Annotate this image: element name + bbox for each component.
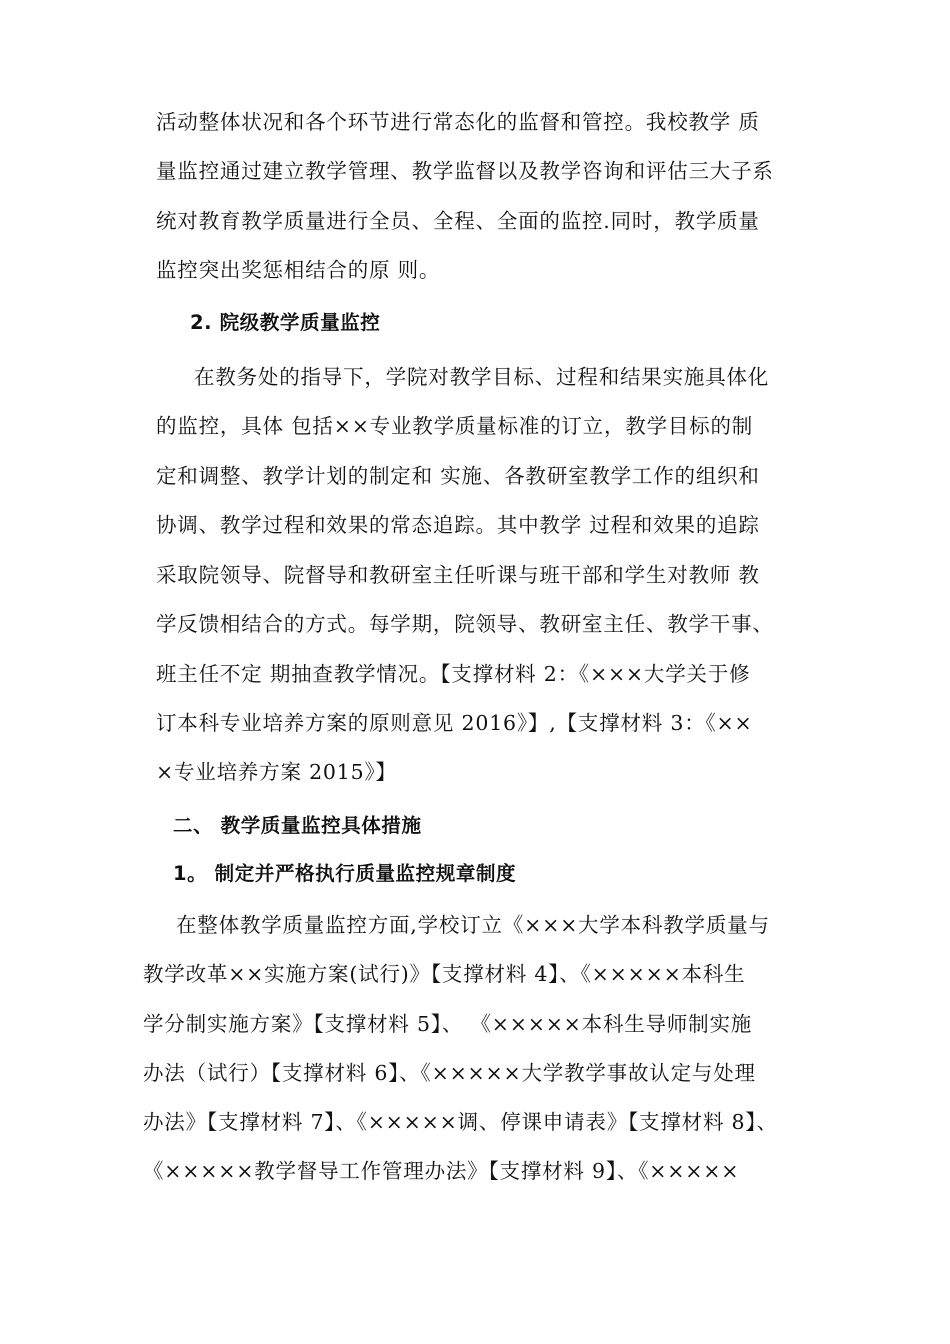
paragraph-line: 统对教育教学质量进行全员、全程、全面的监控.同时，教学质量	[156, 209, 760, 233]
paragraph-line: 的监控，具体 包括××专业教学质量标准的订立，教学目标的制	[156, 414, 754, 438]
paragraph-line: 教学改革××实施方案(试行)》【支撑材料 4】、《×××××本科生	[143, 962, 746, 986]
section-heading: 2. 院级教学质量监控	[190, 311, 381, 334]
paragraph-line: 在教务处的指导下，学院对教学目标、过程和结果实施具体化	[194, 365, 770, 389]
paragraph-line: 量监控通过建立教学管理、教学监督以及教学咨询和评估三大子系	[156, 159, 774, 183]
paragraph-line: 监控突出奖惩相结合的原 则。	[156, 258, 441, 282]
paragraph-line: 定和调整、教学计划的制定和 实施、各教研室教学工作的组织和	[156, 464, 760, 488]
paragraph-line: 订本科专业培养方案的原则意见 2016》】,【支撑材料 3：《××	[156, 711, 753, 735]
paragraph-line: 办法（试行）【支撑材料 6】、《×××××大学教学事故认定与处理	[143, 1061, 756, 1085]
paragraph-line: 办法》【支撑材料 7】、《×××××调、停课申请表》【支撑材料 8】、	[143, 1110, 778, 1134]
paragraph-line: 学反馈相结合的方式。每学期，院领导、教研室主任、教学干事、	[156, 612, 774, 636]
paragraph-line: 班主任不定 期抽查教学情况。【支撑材料 2：《×××大学关于修	[156, 662, 751, 686]
paragraph-line: 活动整体状况和各个环节进行常态化的监督和管控。我校教学 质	[156, 110, 760, 134]
paragraph-line: 采取院领导、院督导和教研室主任听课与班干部和学生对教师 教	[156, 563, 760, 587]
section-heading: 二、 教学质量监控具体措施	[173, 814, 422, 837]
paragraph-line: 《×××××教学督导工作管理办法》【支撑材料 9】、《×××××	[143, 1159, 740, 1183]
paragraph-line: ×专业培养方案 2015》】	[156, 760, 397, 784]
subsection-heading: 1。 制定并严格执行质量监控规章制度	[173, 862, 517, 885]
paragraph-line: 协调、教学过程和效果的常态追踪。其中教学 过程和效果的追踪	[156, 513, 760, 537]
paragraph-line: 在整体教学质量监控方面,学校订立《×××大学本科教学质量与	[176, 913, 770, 937]
paragraph-line: 学分制实施方案》【支撑材料 5】、 《×××××本科生导师制实施	[143, 1012, 753, 1036]
